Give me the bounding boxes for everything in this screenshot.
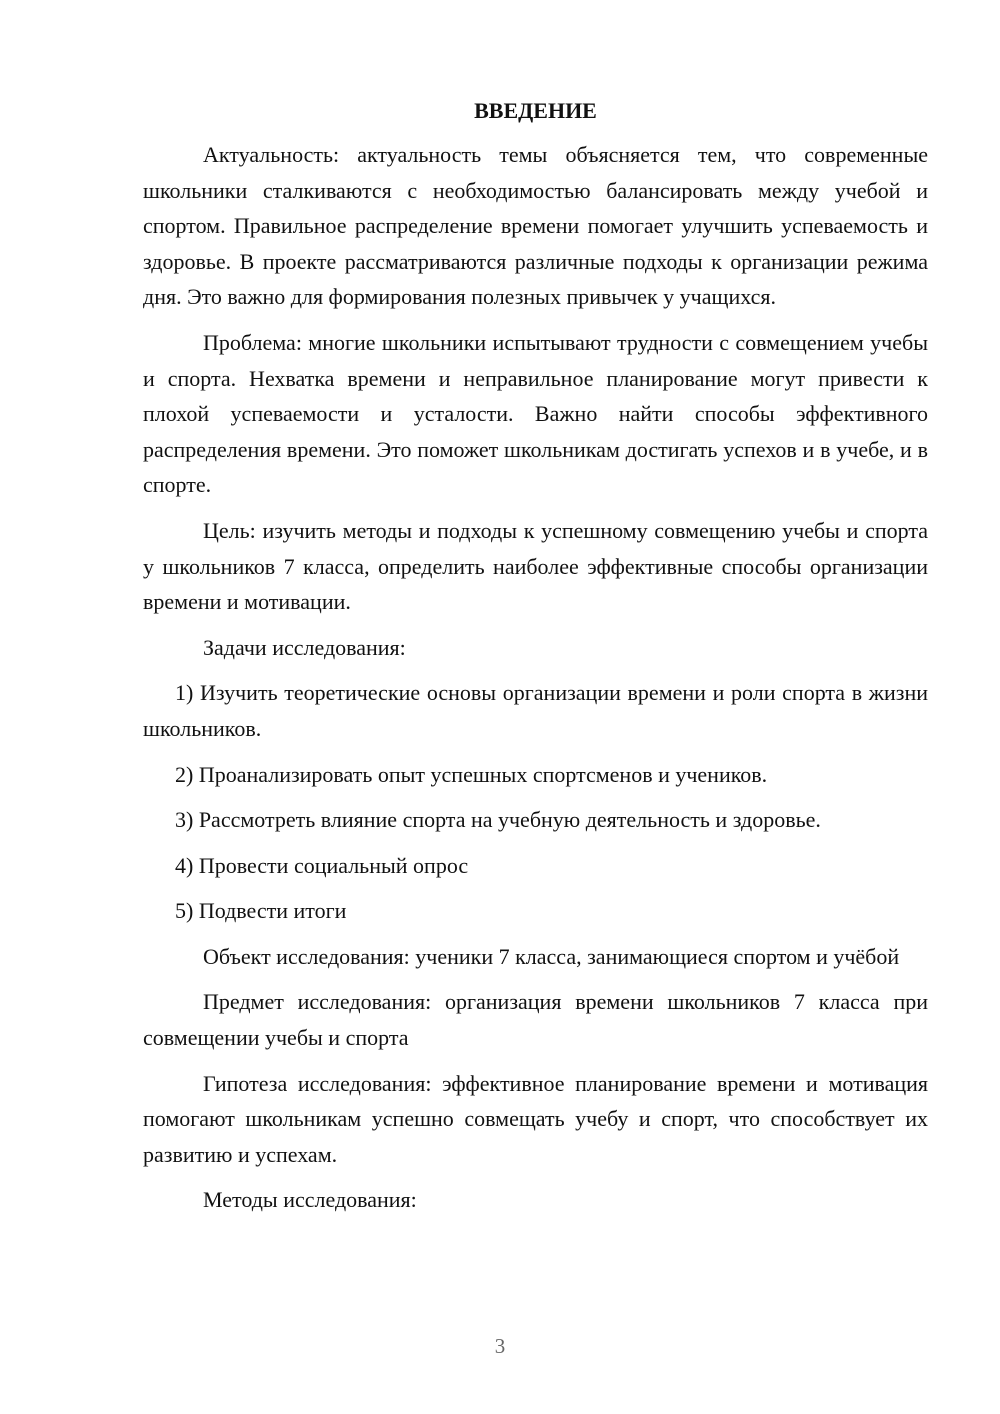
task-item-5: 5) Подвести итоги — [175, 898, 347, 924]
task-item-3: 3) Рассмотреть влияние спорта на учебную деятельность и здоровье. — [175, 807, 821, 833]
task-item-4: 4) Провести социальный опрос — [175, 852, 469, 878]
page-number: 3 — [494, 1334, 506, 1358]
hypothesis-paragraph: Гипотеза исследования: эффективное планирование времени и мотивация помогают школьникам успешно совмещать учебу и спорт, что способствует их развитию и успехам. — [143, 1070, 928, 1167]
methods-heading: Методы исследования: — [203, 1187, 417, 1213]
object-paragraph: Объект исследования: ученики 7 класса, занимающиеся спортом и учёбой — [203, 943, 900, 969]
task-item-1: 1) Изучить теоретические основы организации времени и роли спорта в жизни школьников. — [143, 680, 928, 741]
page-content — [143, 96, 928, 1228]
relevance-paragraph: Актуальность: актуальность темы объясняется тем, что современные школьники сталкиваются с необходимостью балансировать между учебой и спортом. Правильное распределение времени помогает улучшить успеваемость и здоровье. В проекте рассматриваются различные подходы к организации режима дня. Это важно для формирования полезных привычек у учащихся. — [143, 142, 928, 310]
page-title: ВВЕДЕНИЕ — [474, 98, 597, 123]
task-item-2: 2) Проанализировать опыт успешных спортсменов и учеников. — [175, 761, 768, 787]
tasks-heading: Задачи исследования: — [203, 634, 406, 660]
subject-paragraph: Предмет исследования: организация времени школьников 7 класса при совмещении учебы и спорта — [143, 989, 928, 1051]
problem-paragraph: Проблема: многие школьники испытывают трудности с совмещением учебы и спорта. Нехватка времени и неправильное планирование могут привести к плохой успеваемости и усталости. Важно найти способы эффективного распределения времени. Это поможет школьникам достигать успехов и в учебе, и в спорте. — [143, 329, 928, 498]
goal-paragraph: Цель: изучить методы и подходы к успешному совмещению учебы и спорта у школьников 7 класса, определить наиболее эффективные способы организации времени и мотивации. — [143, 517, 928, 615]
